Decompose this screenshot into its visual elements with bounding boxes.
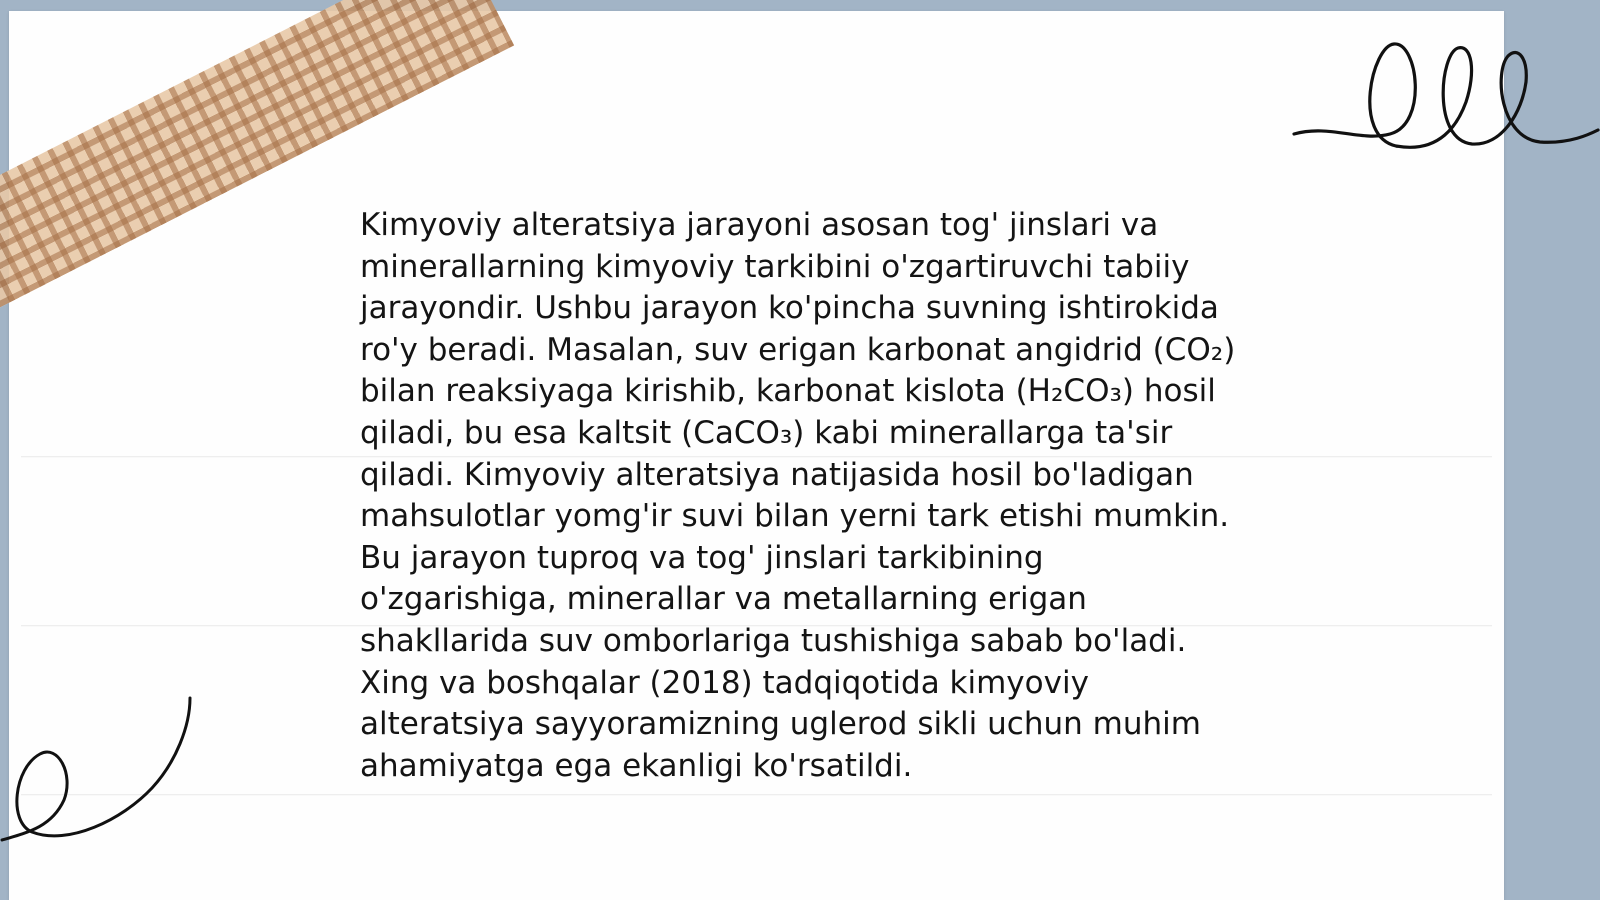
loop-scribble-top-right-icon <box>1290 30 1600 160</box>
main-paragraph: Kimyoviy alteratsiya jarayoni asosan tog' jinslari va minerallarning kimyoviy tarkibini o'zgartiruvchi tabiiy jarayondir. Ushbu jarayon ko'pincha suvning ishtirokida ro'y beradi. Masalan, suv erigan karbonat angidrid (CO₂) bilan reaksiyaga kirishib, karbonat kislota (H₂CO₃) hosil qiladi, bu esa kaltsit (CaCO₃) kabi minerallarga ta'sir qiladi. Kimyoviy alteratsiya natijasida hosil bo'ladigan mahsulotlar yomg'ir suvi bilan yerni tark etishi mumkin. Bu jarayon tuproq va tog' jinslari tarkibining o'zgarishiga, minerallar va metallarning erigan shakllarida suv omborlariga tushishiga sabab bo'ladi. Xing va boshqalar (2018) tadqiqotida kimyoviy alteratsiya sayyoramizning uglerod sikli uchun muhim ahamiyatga ega ekanligi ko'rsatildi. <box>360 207 1236 784</box>
loop-scribble-bottom-left-icon <box>0 696 200 846</box>
paper-fold-line <box>21 794 1492 796</box>
